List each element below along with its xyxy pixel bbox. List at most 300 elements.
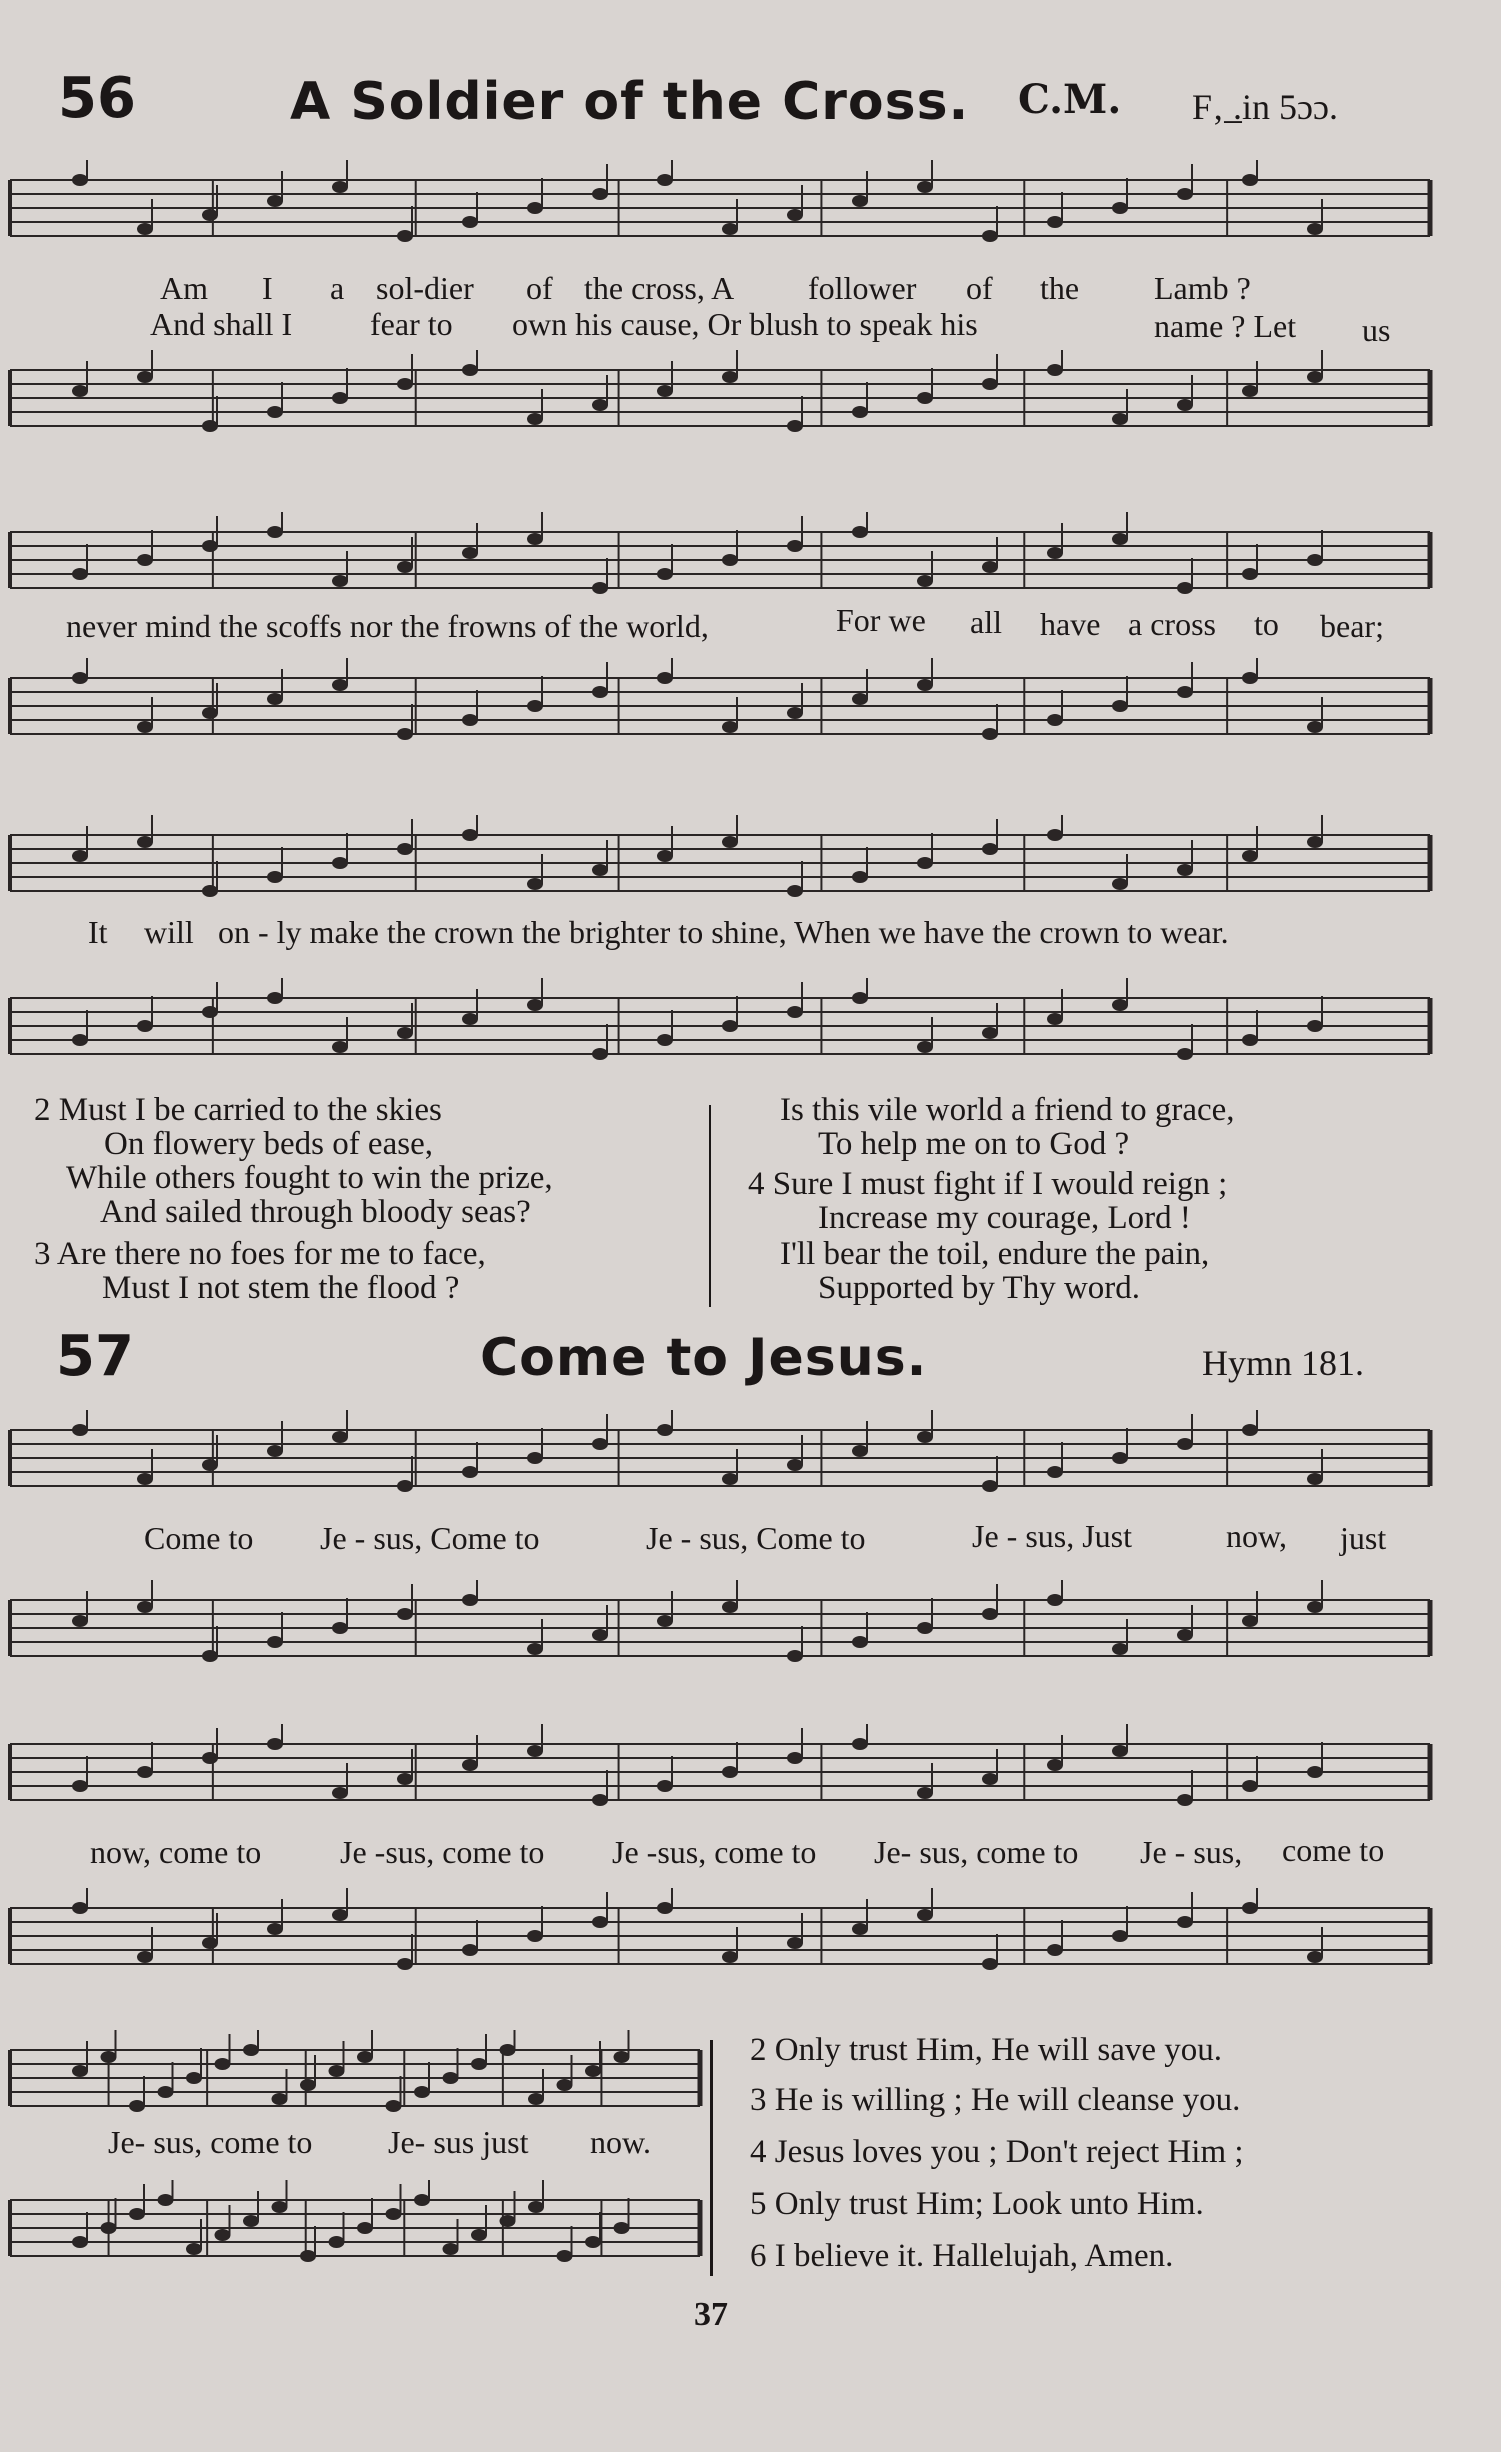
note-head: [614, 2051, 630, 2063]
verse-57-line: 5 Only trust Him; Look unto Him.: [750, 2186, 1204, 2222]
note-head: [243, 2215, 259, 2227]
music-staff-57-2-treble: [0, 1724, 1440, 1824]
note-head: [202, 1752, 218, 1764]
note-head: [397, 843, 413, 855]
note-head: [443, 2243, 459, 2255]
hymn-56-reference: F‚ ̲.in 5ɔɔ.: [1192, 87, 1338, 127]
note-head: [1112, 878, 1128, 890]
note-head: [657, 1902, 673, 1914]
lyric-57-1-word: Je - sus, Just: [972, 1518, 1133, 1554]
lyric-56-1b-word: own his cause, Or blush to speak his: [512, 306, 978, 342]
note-head: [1242, 568, 1258, 580]
lyric-56-1a-word: Lamb ?: [1154, 270, 1251, 306]
note-head: [852, 1636, 868, 1648]
note-head: [1307, 721, 1323, 733]
note-head: [72, 1424, 88, 1436]
note-head: [202, 1006, 218, 1018]
note-head: [657, 174, 673, 186]
note-head: [1047, 364, 1063, 376]
note-head: [722, 371, 738, 383]
note-head: [657, 385, 673, 397]
note-head: [1112, 413, 1128, 425]
note-head: [267, 871, 283, 883]
note-head: [500, 2215, 516, 2227]
note-head: [215, 2229, 231, 2241]
note-head: [852, 1445, 868, 1457]
note-head: [462, 1594, 478, 1606]
note-head: [202, 885, 218, 897]
note-head: [72, 2065, 88, 2077]
note-head: [1242, 1902, 1258, 1914]
lyric-57-2-word: Je - sus,: [1140, 1834, 1243, 1870]
note-head: [462, 714, 478, 726]
note-head: [787, 1752, 803, 1764]
lyric-56-1b-word: And shall I: [150, 306, 293, 342]
note-head: [72, 568, 88, 580]
note-head: [462, 1759, 478, 1771]
note-head: [722, 1473, 738, 1485]
note-head: [202, 540, 218, 552]
note-head: [527, 700, 543, 712]
note-head: [917, 392, 933, 404]
note-head: [202, 1650, 218, 1662]
note-head: [462, 1944, 478, 1956]
music-staff-57-1-treble: [0, 1410, 1440, 1510]
note-head: [397, 728, 413, 740]
note-head: [614, 2222, 630, 2234]
lyric-56-2-phrase: never mind the scoffs nor the frowns of the world,: [66, 608, 709, 644]
lyric-56-1a-word: Am: [160, 270, 208, 306]
note-head: [1307, 1766, 1323, 1778]
note-head: [592, 1048, 608, 1060]
note-head: [72, 2236, 88, 2248]
note-head: [332, 1622, 348, 1634]
note-head: [1242, 672, 1258, 684]
note-head: [1242, 174, 1258, 186]
note-head: [557, 2079, 573, 2091]
note-head: [852, 871, 868, 883]
lyric-57-1-word: Je - sus, Come to: [320, 1520, 540, 1556]
lyric-56-1a-word: I: [262, 270, 273, 306]
note-head: [300, 2079, 316, 2091]
note-head: [129, 2100, 145, 2112]
note-head: [585, 2065, 601, 2077]
note-head: [414, 2194, 430, 2206]
verse-divider: [709, 1105, 711, 1307]
note-head: [1047, 714, 1063, 726]
staff-lines: [0, 978, 1440, 1078]
hymn-57-number: 57: [56, 1324, 134, 1389]
lyric-57-2-word: now, come to: [90, 1834, 262, 1870]
note-head: [101, 2222, 117, 2234]
hymn-56-meter: C.M.: [1018, 76, 1122, 123]
note-head: [527, 878, 543, 890]
note-head: [397, 378, 413, 390]
note-head: [72, 1615, 88, 1627]
note-head: [592, 1438, 608, 1450]
note-head: [787, 1459, 803, 1471]
verse-56-left-line: 3 Are there no foes for me to face,: [34, 1236, 486, 1272]
lyric-57-1-word: now,: [1226, 1518, 1288, 1554]
note-head: [332, 1431, 348, 1443]
note-head: [272, 2093, 288, 2105]
note-head: [1047, 1013, 1063, 1025]
note-head: [397, 1608, 413, 1620]
note-head: [1047, 547, 1063, 559]
note-head: [527, 1745, 543, 1757]
note-head: [917, 181, 933, 193]
note-head: [657, 1780, 673, 1792]
lyric-57-2-word: come to: [1282, 1832, 1385, 1868]
note-head: [852, 693, 868, 705]
note-head: [787, 1650, 803, 1662]
verse-57-line: 3 He is willing ; He will cleanse you.: [750, 2082, 1241, 2118]
music-staff-57-3-bass: [0, 2180, 710, 2280]
verse-56-left-line: 2 Must I be carried to the skies: [34, 1092, 442, 1128]
note-head: [267, 1923, 283, 1935]
note-head: [787, 885, 803, 897]
note-head: [357, 2051, 373, 2063]
note-head: [267, 526, 283, 538]
note-head: [471, 2229, 487, 2241]
verse-56-right-line: I'll bear the toil, endure the pain,: [780, 1236, 1210, 1272]
note-head: [101, 2051, 117, 2063]
staff-lines: [0, 160, 1440, 260]
note-head: [528, 2093, 544, 2105]
note-head: [852, 992, 868, 1004]
staff-lines: [0, 1410, 1440, 1510]
note-head: [592, 399, 608, 411]
note-head: [527, 999, 543, 1011]
lyric-56-1a-word: follower: [808, 270, 917, 306]
lyric-57-2-word: Je -sus, come to: [340, 1834, 545, 1870]
note-head: [397, 230, 413, 242]
note-head: [202, 209, 218, 221]
note-head: [1112, 1745, 1128, 1757]
note-head: [1242, 1615, 1258, 1627]
hymn-56-number: 56: [58, 66, 136, 131]
verse-56-left-line: And sailed through bloody seas?: [100, 1194, 531, 1230]
note-head: [1307, 836, 1323, 848]
note-head: [722, 1951, 738, 1963]
note-head: [462, 1466, 478, 1478]
lyric-56-2-word: to: [1254, 606, 1279, 642]
note-head: [386, 2208, 402, 2220]
note-head: [332, 1787, 348, 1799]
note-head: [1242, 1034, 1258, 1046]
music-staff-56-3-bass: [0, 978, 1440, 1078]
note-head: [272, 2201, 288, 2213]
note-head: [1177, 1438, 1193, 1450]
note-head: [72, 1780, 88, 1792]
note-head: [592, 582, 608, 594]
note-head: [527, 413, 543, 425]
note-head: [72, 850, 88, 862]
note-head: [787, 707, 803, 719]
hymn-56-title: A Soldier of the Cross.: [290, 72, 970, 132]
note-head: [1242, 385, 1258, 397]
note-head: [137, 1766, 153, 1778]
note-head: [1047, 1944, 1063, 1956]
verse-56-right-line: To help me on to God ?: [818, 1126, 1130, 1162]
note-head: [592, 686, 608, 698]
note-head: [657, 1424, 673, 1436]
page-number: 37: [694, 2296, 728, 2333]
lyric-56-2-word: have: [1040, 606, 1101, 642]
note-head: [332, 679, 348, 691]
note-head: [1307, 371, 1323, 383]
note-head: [1047, 1466, 1063, 1478]
note-head: [158, 2194, 174, 2206]
staff-lines: [0, 815, 1440, 915]
note-head: [592, 1916, 608, 1928]
note-head: [852, 406, 868, 418]
lyric-56-3-word: It: [88, 914, 108, 950]
note-head: [722, 836, 738, 848]
note-head: [557, 2250, 573, 2262]
lyric-56-1a-word: the cross, A: [584, 270, 735, 306]
note-head: [186, 2072, 202, 2084]
lyric-57-3-word: Je- sus just: [388, 2124, 529, 2160]
music-staff-57-1-bass: [0, 1580, 1440, 1680]
lyric-56-2-word: For we: [836, 602, 926, 638]
note-head: [137, 1473, 153, 1485]
note-head: [72, 385, 88, 397]
note-head: [137, 371, 153, 383]
lyric-57-1-word: Je - sus, Come to: [646, 1520, 866, 1556]
note-head: [202, 420, 218, 432]
note-head: [1307, 1951, 1323, 1963]
note-head: [1047, 1594, 1063, 1606]
note-head: [722, 223, 738, 235]
note-head: [982, 561, 998, 573]
note-head: [1177, 1794, 1193, 1806]
verse-56-left-line: Must I not stem the flood ?: [102, 1270, 460, 1306]
note-head: [527, 202, 543, 214]
hymn-57-title: Come to Jesus.: [480, 1328, 928, 1388]
note-head: [722, 1020, 738, 1032]
lyric-56-1b-word: fear to: [370, 306, 453, 342]
note-head: [982, 1480, 998, 1492]
note-head: [332, 1041, 348, 1053]
note-head: [137, 1020, 153, 1032]
note-head: [1177, 399, 1193, 411]
staff-lines: [0, 2180, 710, 2280]
note-head: [397, 1027, 413, 1039]
note-head: [528, 2201, 544, 2213]
note-head: [527, 533, 543, 545]
note-head: [1112, 1643, 1128, 1655]
note-head: [72, 1902, 88, 1914]
note-head: [500, 2044, 516, 2056]
note-head: [462, 829, 478, 841]
lyric-57-2-word: Je- sus, come to: [874, 1834, 1079, 1870]
note-head: [386, 2100, 402, 2112]
music-staff-57-2-bass: [0, 1888, 1440, 1988]
note-head: [267, 1636, 283, 1648]
note-head: [129, 2208, 145, 2220]
note-head: [1177, 1916, 1193, 1928]
note-head: [722, 554, 738, 566]
note-head: [462, 364, 478, 376]
note-head: [332, 181, 348, 193]
note-head: [917, 1787, 933, 1799]
note-head: [852, 1923, 868, 1935]
lyric-56-2-word: bear;: [1320, 608, 1384, 644]
note-head: [397, 1958, 413, 1970]
note-head: [982, 378, 998, 390]
note-head: [202, 707, 218, 719]
note-head: [592, 1629, 608, 1641]
note-head: [852, 1738, 868, 1750]
music-staff-56-2-bass: [0, 658, 1440, 758]
note-head: [332, 575, 348, 587]
note-head: [332, 857, 348, 869]
note-head: [585, 2236, 601, 2248]
note-head: [72, 1034, 88, 1046]
note-head: [202, 1937, 218, 1949]
note-head: [592, 864, 608, 876]
note-head: [1177, 864, 1193, 876]
note-head: [414, 2086, 430, 2098]
note-head: [722, 1766, 738, 1778]
note-head: [917, 1431, 933, 1443]
note-head: [1177, 582, 1193, 594]
note-head: [186, 2243, 202, 2255]
note-head: [1112, 999, 1128, 1011]
verse-56-right-line: 4 Sure I must fight if I would reign ;: [748, 1166, 1228, 1202]
note-head: [158, 2086, 174, 2098]
note-head: [397, 1480, 413, 1492]
note-head: [722, 1601, 738, 1613]
note-head: [462, 547, 478, 559]
lyric-57-3-word: Je- sus, come to: [108, 2124, 313, 2160]
note-head: [397, 1773, 413, 1785]
note-head: [137, 554, 153, 566]
note-head: [1307, 1020, 1323, 1032]
note-head: [443, 2072, 459, 2084]
note-head: [527, 1643, 543, 1655]
note-head: [137, 721, 153, 733]
note-head: [332, 392, 348, 404]
note-head: [657, 1034, 673, 1046]
staff-lines: [0, 658, 1440, 758]
note-head: [917, 1622, 933, 1634]
note-head: [1307, 1473, 1323, 1485]
music-staff-56-3-treble: [0, 815, 1440, 915]
note-head: [329, 2065, 345, 2077]
note-head: [300, 2250, 316, 2262]
note-head: [787, 1006, 803, 1018]
lyric-56-2-word: all: [970, 604, 1002, 640]
note-head: [917, 679, 933, 691]
note-head: [982, 843, 998, 855]
note-head: [1177, 1629, 1193, 1641]
note-head: [243, 2044, 259, 2056]
music-staff-56-2-treble: [0, 512, 1440, 612]
note-head: [982, 1958, 998, 1970]
verse-56-right-line: Supported by Thy word.: [818, 1270, 1141, 1306]
staff-lines: [0, 350, 1440, 450]
note-head: [357, 2222, 373, 2234]
verse-56-right-line: Is this vile world a friend to grace,: [780, 1092, 1235, 1128]
note-head: [787, 209, 803, 221]
note-head: [1112, 202, 1128, 214]
lyric-57-1-word: Come to: [144, 1520, 254, 1556]
note-head: [917, 1041, 933, 1053]
note-head: [787, 1937, 803, 1949]
note-head: [1112, 1930, 1128, 1942]
note-head: [202, 1459, 218, 1471]
verse-57-bar: [710, 2040, 713, 2276]
note-head: [527, 1452, 543, 1464]
note-head: [267, 1738, 283, 1750]
note-head: [917, 857, 933, 869]
note-head: [267, 992, 283, 1004]
lyric-56-2-word: a cross: [1128, 606, 1216, 642]
note-head: [1242, 850, 1258, 862]
note-head: [852, 526, 868, 538]
note-head: [1177, 1048, 1193, 1060]
lyric-57-3-word: now.: [590, 2124, 652, 2160]
note-head: [722, 721, 738, 733]
music-staff-56-1-treble: [0, 160, 1440, 260]
note-head: [72, 174, 88, 186]
lyric-56-3-word: will: [144, 914, 194, 950]
note-head: [1307, 554, 1323, 566]
verse-57-line: 2 Only trust Him, He will save you.: [750, 2032, 1223, 2068]
music-staff-57-3-treble: [0, 2030, 710, 2130]
verse-57-line: 6 I believe it. Hallelujah, Amen.: [750, 2238, 1174, 2274]
verse-56-right-line: Increase my courage, Lord !: [818, 1200, 1191, 1236]
note-head: [1177, 188, 1193, 200]
lyric-56-1b-word: name ? Let: [1154, 308, 1297, 344]
note-head: [332, 1909, 348, 1921]
note-head: [462, 216, 478, 228]
staff-lines: [0, 1580, 1440, 1680]
note-head: [982, 1608, 998, 1620]
note-head: [982, 1773, 998, 1785]
staff-lines: [0, 2030, 710, 2130]
note-head: [657, 850, 673, 862]
staff-lines: [0, 512, 1440, 612]
music-staff-56-1-bass: [0, 350, 1440, 450]
note-head: [527, 1930, 543, 1942]
note-head: [982, 230, 998, 242]
lyric-56-1b-word: us: [1362, 312, 1391, 348]
note-head: [1112, 700, 1128, 712]
note-head: [1242, 1424, 1258, 1436]
note-head: [982, 728, 998, 740]
lyric-56-1a-word: a: [330, 270, 345, 306]
note-head: [1307, 223, 1323, 235]
staff-lines: [0, 1888, 1440, 1988]
note-head: [1047, 829, 1063, 841]
lyric-56-1a-word: of: [526, 270, 553, 306]
note-head: [137, 1601, 153, 1613]
note-head: [1047, 1759, 1063, 1771]
note-head: [267, 1445, 283, 1457]
note-head: [917, 575, 933, 587]
note-head: [267, 195, 283, 207]
hymn-57-reference: Hymn 181.: [1202, 1343, 1364, 1383]
note-head: [852, 195, 868, 207]
verse-56-left-line: On flowery beds of ease,: [104, 1126, 433, 1162]
note-head: [215, 2058, 231, 2070]
lyric-57-2-word: Je -sus, come to: [612, 1834, 817, 1870]
lyric-56-1a-word: the: [1040, 270, 1080, 306]
note-head: [1177, 686, 1193, 698]
